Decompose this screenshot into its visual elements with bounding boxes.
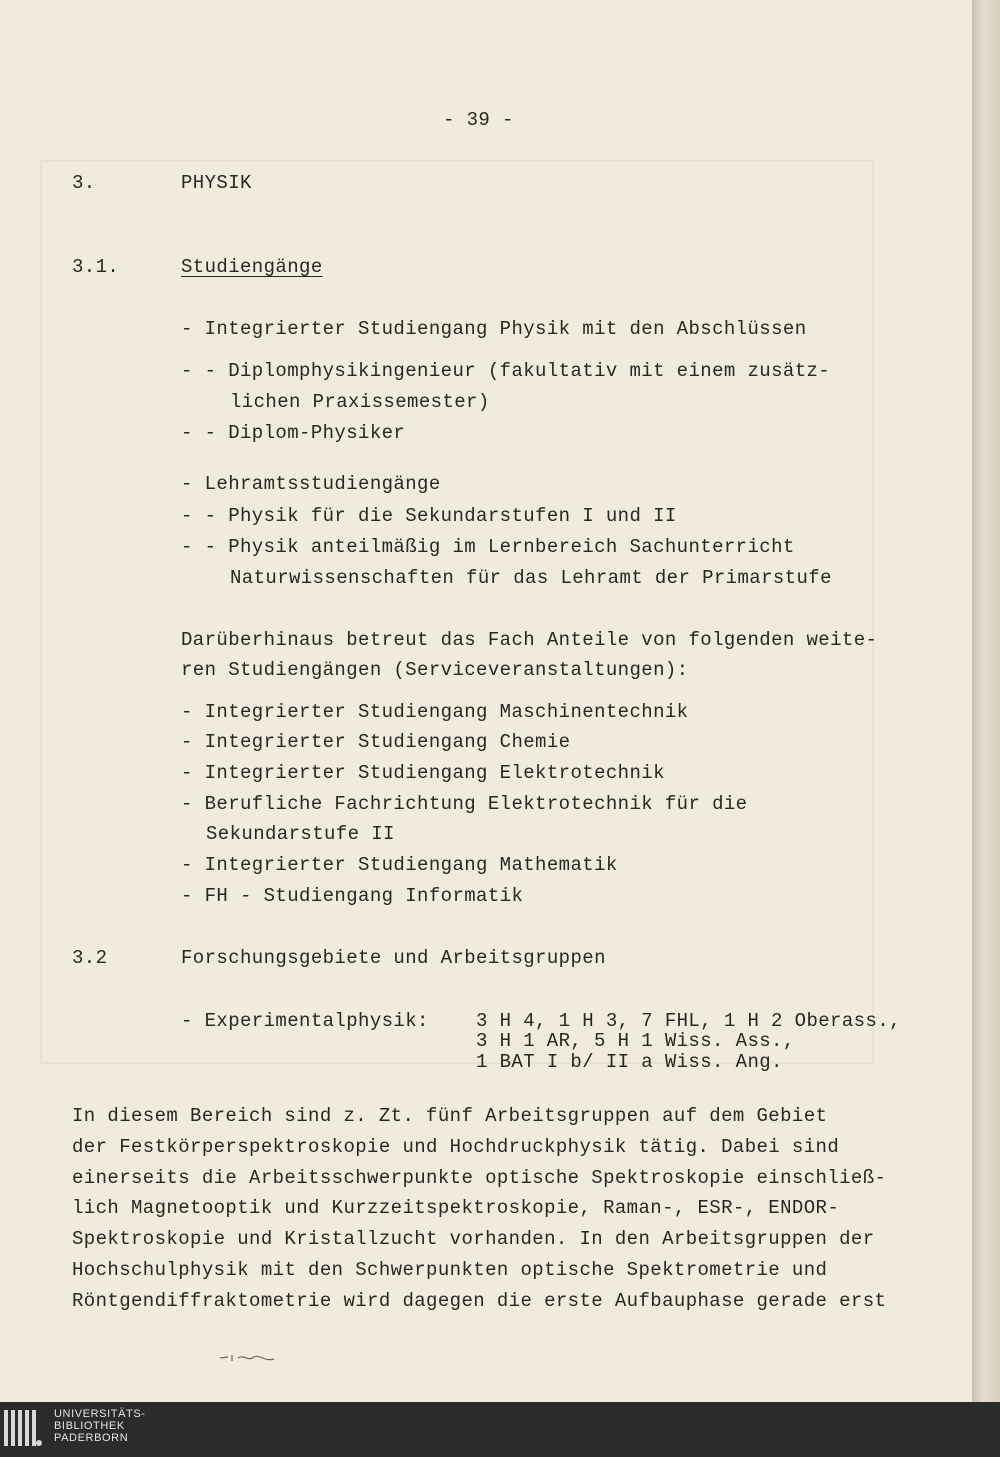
service-intro-line: Darüberhinaus betreut das Fach Anteile von folgenden weite- (181, 629, 878, 651)
paragraph-line: Hochschulphysik mit den Schwerpunkten optische Spektrometrie und (72, 1258, 828, 1281)
service-item: - FH - Studiengang Informatik (181, 885, 524, 907)
section-number-3-1: 3.1. (72, 256, 120, 278)
section-title-studiengaenge: Studiengänge (181, 256, 323, 278)
service-item: - Integrierter Studiengang Chemie (181, 731, 571, 753)
page-number: - 39 - (443, 109, 514, 131)
list-item: - Lehramtsstudiengänge (181, 473, 441, 495)
paragraph-line: einerseits die Arbeitsschwerpunkte optische Spektroskopie einschließ- (72, 1166, 887, 1189)
section-number-3-2: 3.2 (72, 947, 108, 969)
section-number-3: 3. (72, 172, 96, 194)
list-item: - - Physik für die Sekundarstufen I und II (181, 505, 677, 527)
paragraph-line: Röntgendiffraktometrie wird dagegen die erste Aufbauphase gerade erst (72, 1289, 887, 1312)
paragraph-line: In diesem Bereich sind z. Zt. fünf Arbeitsgruppen auf dem Gebiet (72, 1105, 828, 1127)
list-item-continuation: lichen Praxissemester) (230, 391, 490, 413)
library-footer (0, 1402, 1000, 1457)
body-paragraph (72, 1101, 932, 1317)
list-item: - Integrierter Studiengang Physik mit den Abschlüssen (181, 318, 807, 340)
paragraph-line: lich Magnetooptik und Kurzzeitspektroskopie, Raman-, ESR-, ENDOR- (72, 1197, 840, 1220)
staff-line: 3 H 4, 1 H 3, 7 FHL, 1 H 2 Oberass., (476, 1010, 901, 1032)
list-item: - - Diplomphysikingenieur (fakultativ mit einem zusätz- (181, 360, 831, 382)
service-item-continuation: Sekundarstufe II (206, 823, 395, 845)
list-item: - - Diplom-Physiker (181, 422, 406, 444)
experimentalphysik-label: - Experimentalphysik: (181, 1010, 429, 1032)
staff-line: 1 BAT I b/ II a Wiss. Ang. (476, 1051, 783, 1073)
logo-line: UNIVERSITÄTS- (54, 1408, 146, 1420)
pencil-mark (218, 1350, 278, 1366)
staff-line: 3 H 1 AR, 5 H 1 Wiss. Ass., (476, 1030, 795, 1052)
service-item: - Berufliche Fachrichtung Elektrotechnik für die (181, 793, 748, 815)
list-item-continuation: Naturwissenschaften für das Lehramt der Primarstufe (230, 567, 832, 589)
section-title-forschung: Forschungsgebiete und Arbeitsgruppen (181, 947, 606, 969)
show-through-table (40, 160, 874, 1064)
section-title-physik: PHYSIK (181, 172, 252, 194)
paragraph-line: der Festkörperspektroskopie und Hochdruckphysik tätig. Dabei sind (72, 1135, 840, 1158)
logo-line: PADERBORN (54, 1432, 129, 1444)
service-item: - Integrierter Studiengang Elektrotechnik (181, 762, 665, 784)
service-item: - Integrierter Studiengang Maschinentechnik (181, 701, 689, 723)
library-logo-text (54, 1408, 146, 1444)
page-edge (972, 0, 1000, 1402)
service-intro-line: ren Studiengängen (Serviceveranstaltungen): (181, 659, 689, 681)
service-item: - Integrierter Studiengang Mathematik (181, 854, 618, 876)
logo-line: BIBLIOTHEK (54, 1420, 125, 1432)
library-logo-dot-icon (36, 1440, 42, 1446)
list-item: - - Physik anteilmäßig im Lernbereich Sachunterricht (181, 536, 795, 558)
paragraph-line: Spektroskopie und Kristallzucht vorhanden. In den Arbeitsgruppen der (72, 1228, 875, 1251)
